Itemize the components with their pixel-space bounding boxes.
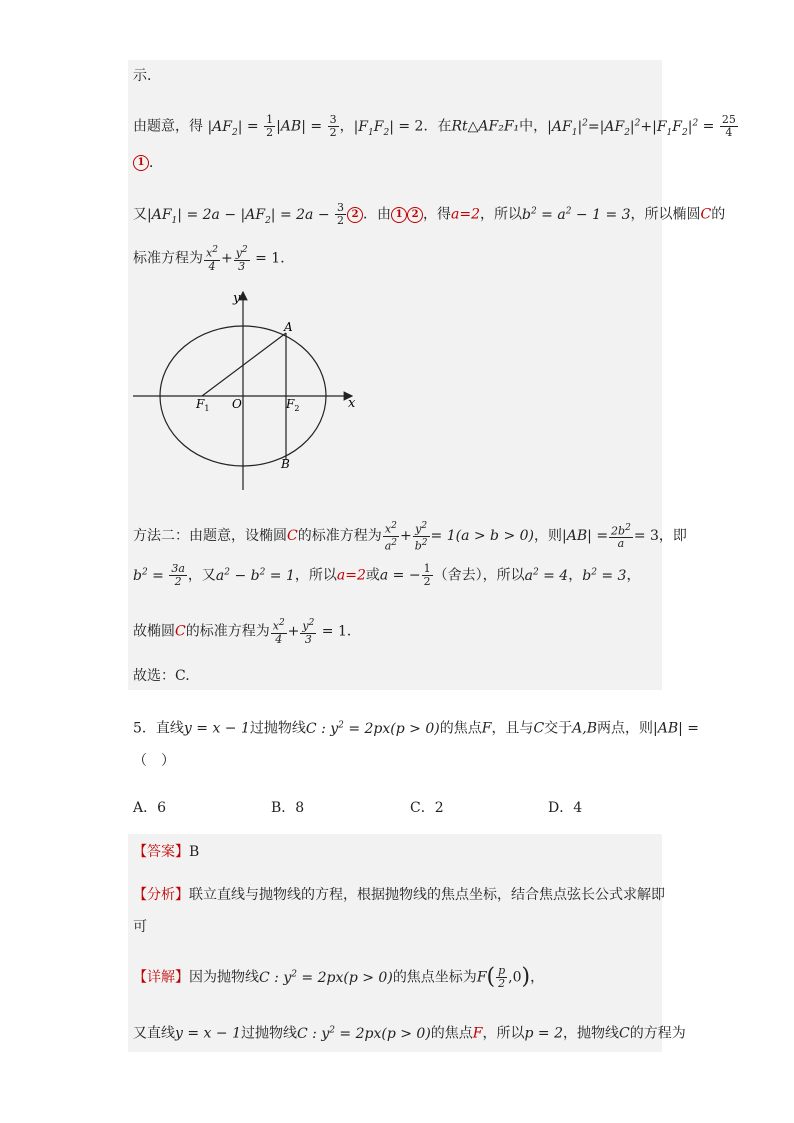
method2-conclusion: 故选：C. [133,668,190,684]
detail-tag: 【详解】 [133,969,189,986]
text-segment: （舍去），所以 [433,567,525,584]
result-a: a=2 [451,206,481,223]
method2-line-1: 方法二：由题意，设椭圆C的标准方程为 $\frac{x^2}{a^2}$ + $\frac{y^2}{b^2}$ = 1(a > b > 0)，则|AB| = $\frac{2b^2}{a}$ = 3，即 [133,521,687,553]
analysis-tag: 【分析】 [133,887,189,903]
text-segment: ，得 [423,206,452,223]
text-segment: 的焦点 [430,1025,473,1042]
text-line-4: 标准方程为 $\frac{x^2}{4}$ + $\frac{y^2}{3}$ = 1． [133,245,295,273]
option-b[interactable]: B．8 [271,800,305,816]
text-segment: 过抛物线 [240,1025,297,1042]
text-segment: 方法二：由题意，设椭圆 [133,528,287,545]
text-segment: 的焦点 [439,720,482,737]
text-segment: ，所以 [294,567,337,584]
text-segment: ．在 [423,118,452,135]
text-segment: 故椭圆 [133,623,175,640]
text-segment: ，又 [187,567,216,584]
text-segment: ．由 [363,206,392,223]
text-segment: 由题意，得 [133,118,203,135]
label-B: B [281,457,290,471]
curve-name: C [287,528,298,545]
text-segment: 的方程为 [629,1025,686,1042]
answer-tag: 【答案】 [133,844,189,860]
question-5-stem: 5．直线y = x − 1过抛物线C : $y^2 = 2px(p > 0)$的焦点F，且与C交于A,B两点，则|AB| = [133,720,700,737]
text-segment: 的焦点坐标为 [392,969,477,986]
detail-line-2: 又直线y = x − 1过抛物线C : $y^2 = 2px(p > 0)$的焦点F，所以p = 2，抛物线C的方程为 [133,1025,686,1042]
text-segment: 中， [519,118,548,135]
text-segment: 两点，则 [597,720,654,737]
segment-F1A [202,333,286,396]
curve-name: C [619,1025,630,1042]
text-line-2: 由题意，得 $|AF_2|$ = $\frac{1}{2}$ |AB| = $\frac{3}{2}$ ，$|F_1F_2| = 2$．在Rt△AF₂F₁中，$|AF_1|^2=|AF_2|^2+|F_1F_2|^2$ = $\frac{25}{4}$ [133,113,736,140]
label-A: A [284,320,293,334]
triangle-label: Rt△AF₂F₁ [451,118,520,135]
text-line-1: 示． [133,68,161,84]
detail-line-1: 【详解】因为抛物线C : $y^2 = 2px(p > 0)$的焦点坐标为F( $\frac{p}{2}$ ,0)， [133,964,545,991]
answer-line [133,843,199,861]
option-d[interactable]: D．4 [548,800,583,816]
text-segment: 交于 [544,720,573,737]
method2-line-2: $b^2$ = $\frac{3a}{2}$ ，又$a^2 - b^2 = 1$，所以a=2或a = − $\frac{1}{2}$ （舍去），所以$a^2 = 4$，$b^2 = 3$， [133,562,641,589]
text-segment: ，即 [658,528,687,545]
text-segment: 又直线 [133,1025,175,1042]
text-segment: 过抛物线 [249,720,306,737]
text-segment: ． [280,250,295,267]
focus-label: F [472,1025,483,1042]
analysis-line-2: 可 [133,919,147,935]
label-x: x [348,396,356,411]
curve-name: C [700,206,712,223]
text-segment: ，所以 [480,206,523,223]
text-line-3: 又$|AF_1| = 2a - |AF_2| = 2a$ − $\frac{3}{2}$ 2 ．由 1 2 ，得a=2，所以$b^2 = a^2 - 1 = 3$，所以椭圆C的 [133,201,726,228]
option-a[interactable]: A．6 [133,800,167,816]
text-segment: 又 [133,206,147,223]
result-a: a=2 [336,567,366,584]
label-y: y [233,291,241,306]
text-segment: ，则 [534,528,563,545]
equation-tag-1: 1 ． [133,154,163,172]
text-segment: ， [530,969,545,986]
text-segment: 或 [365,567,380,584]
label-O: O [232,397,242,411]
text-segment: 的标准方程为 [297,528,382,545]
answer-panel [128,834,662,1052]
text-segment: 标准方程为 [133,250,203,267]
text-segment: ，且与 [491,720,534,737]
label-F1: $F_1$ [196,397,210,413]
text-segment: 5．直线 [133,720,184,737]
label-F2: $F_2$ [286,397,300,413]
analysis-line-1 [133,886,665,904]
answer-value: B [189,844,200,860]
text-segment: ，所以椭圆 [630,206,701,223]
text-segment: ，抛物线 [563,1025,620,1042]
text-segment: ，所以 [482,1025,525,1042]
text-segment: 的 [711,206,726,223]
question-5-blank: （ ） [133,753,175,769]
method2-line-3: 故椭圆C的标准方程为 $\frac{x^2}{4}$ + $\frac{y^2}{3}$ = 1． [133,618,361,646]
ellipse-figure [128,286,368,496]
text-segment: 的标准方程为 [185,623,270,640]
text-segment: ． [346,623,361,640]
curve-name: C [175,623,186,640]
text-segment: 因为抛物线 [189,969,259,986]
text-segment: 联立直线与抛物线的方程，根据抛物线的焦点坐标，结合焦点弦长公式求解即 [189,887,665,903]
focus-label: F [481,720,492,737]
option-c[interactable]: C．2 [410,800,444,816]
